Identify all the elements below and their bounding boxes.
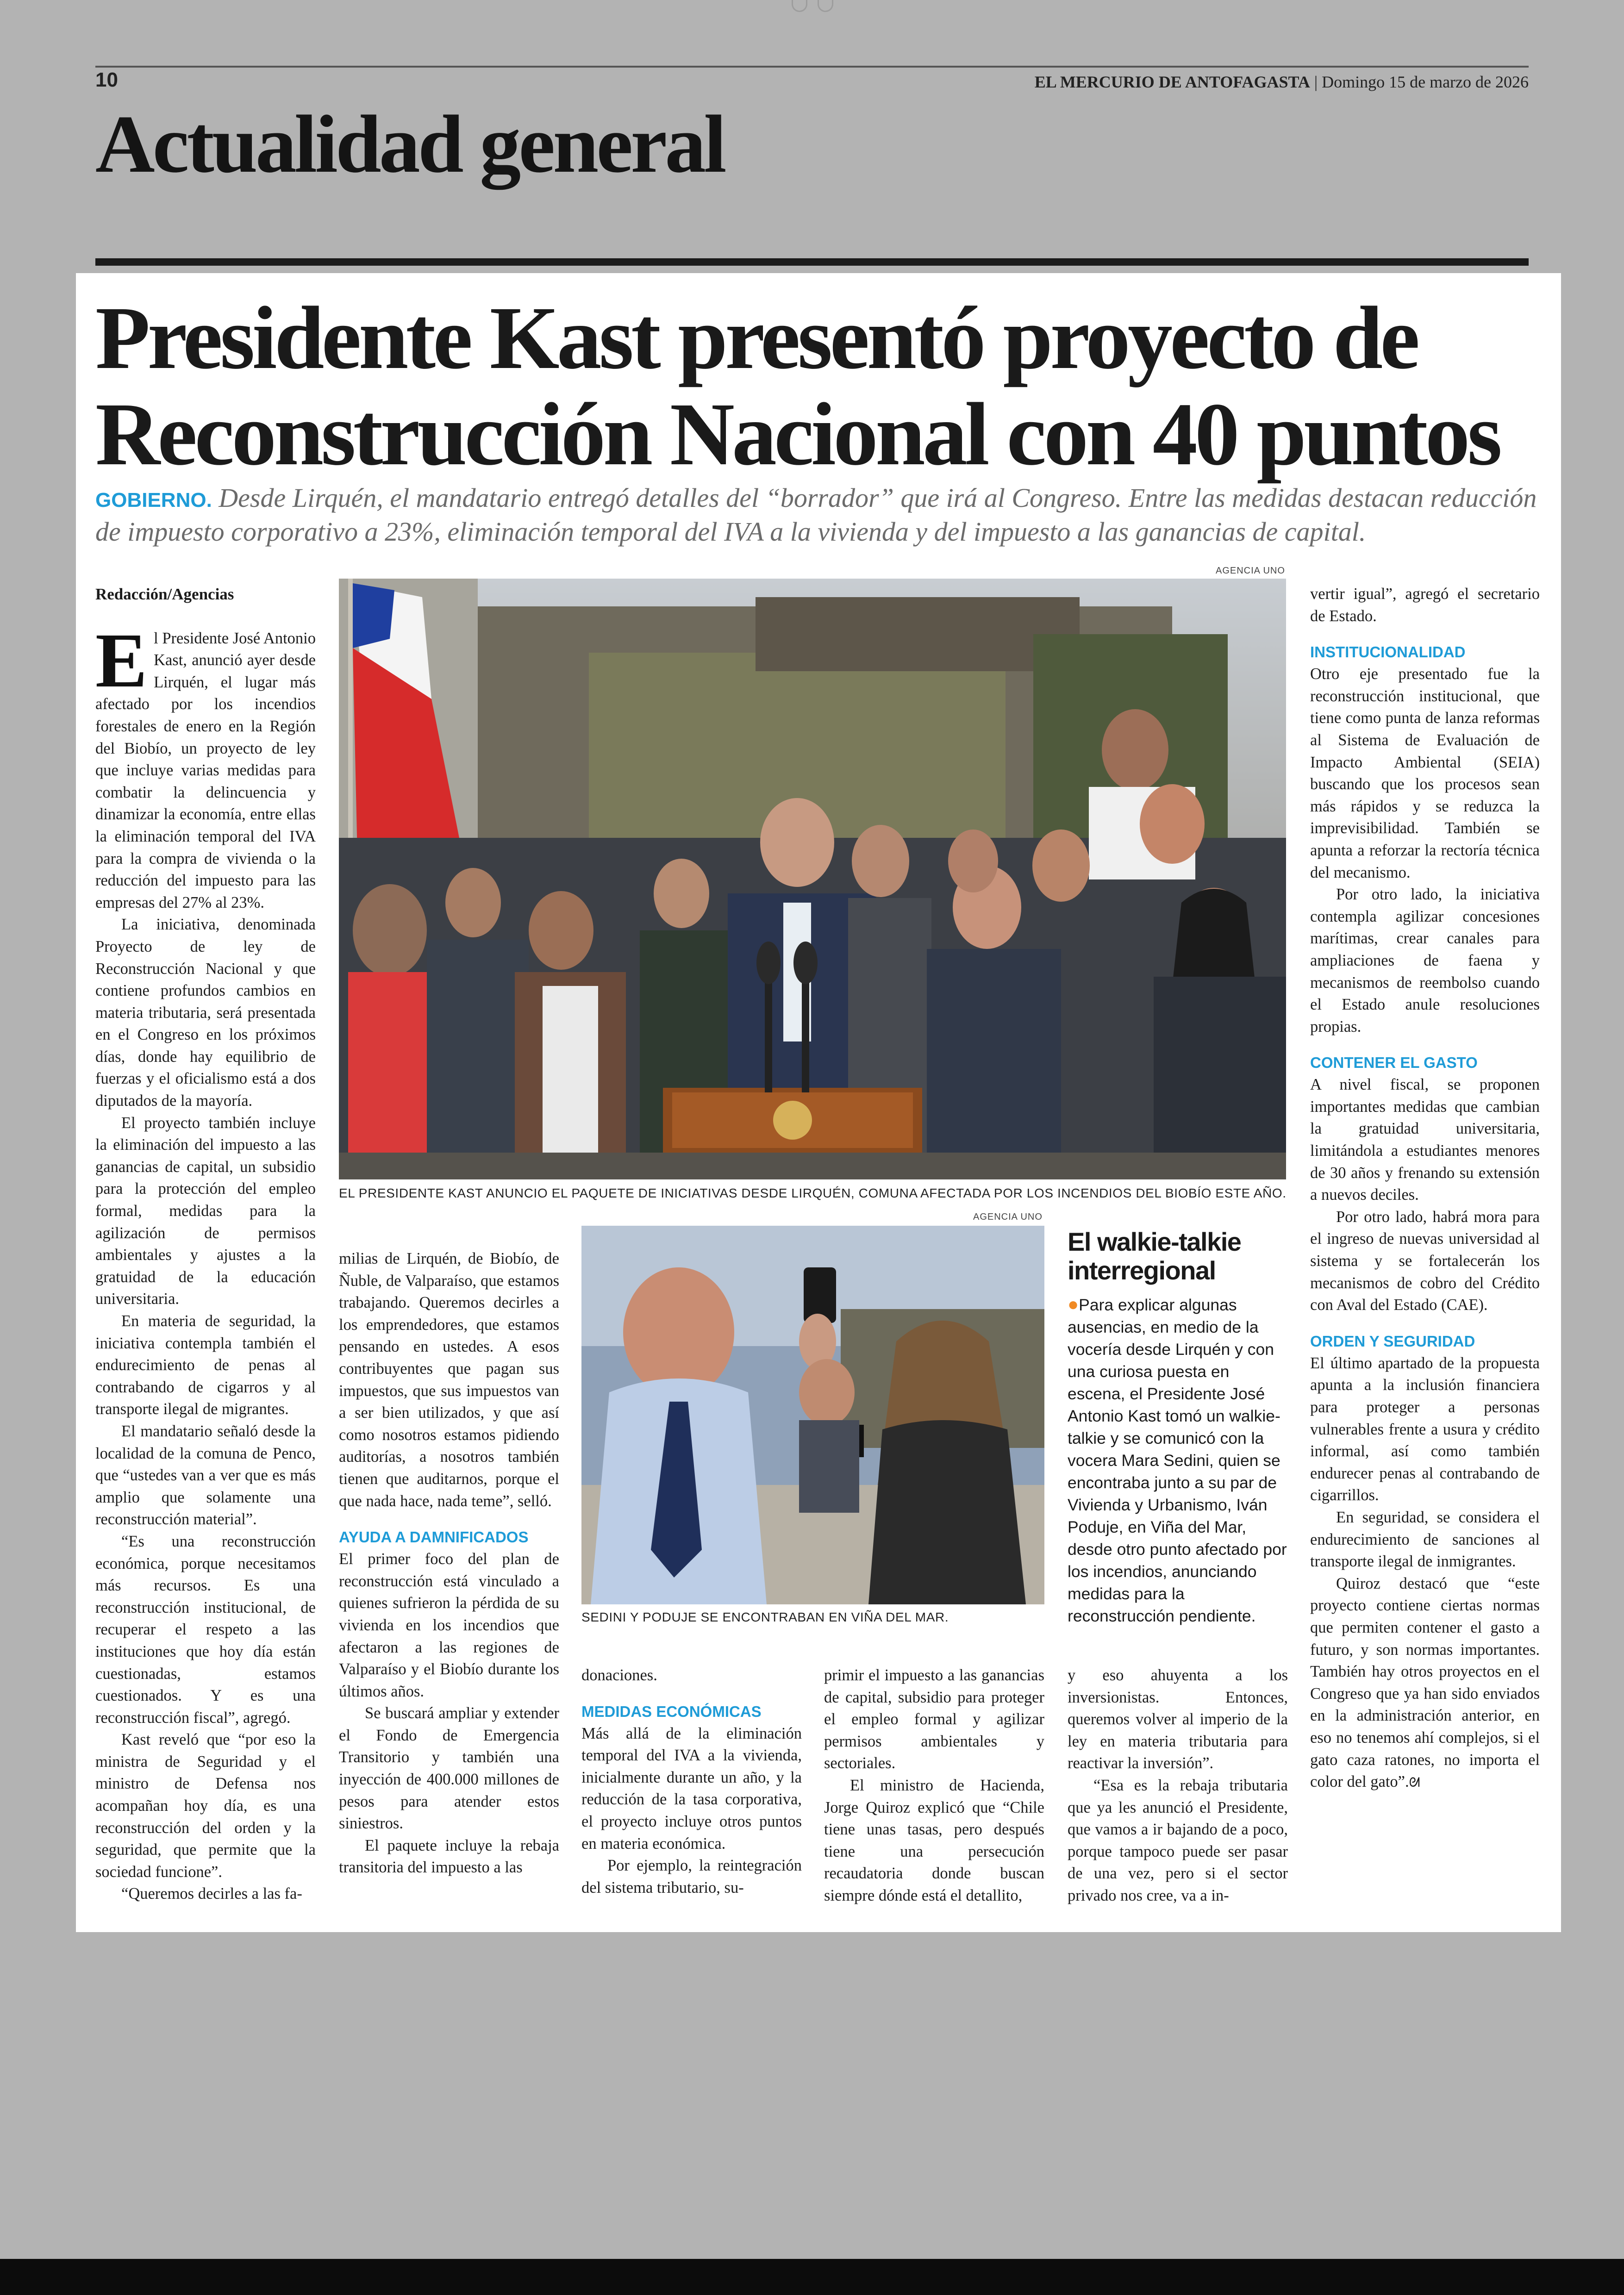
article-paragraph: El mandatario señaló desde la localidad de la comuna de Penco, que “ustedes van a ver que es más amplio que solamente una reconstrucción material”.: [95, 1422, 316, 1528]
article-column-2: [339, 1248, 559, 1879]
issue-date: | Domingo 15 de marzo de 2026: [1314, 73, 1529, 91]
article-paragraph: El paquete incluye la rebaja transitoria del impuesto a las: [339, 1836, 559, 1877]
subhead-gasto: CONTENER EL GASTO: [1310, 1054, 1478, 1072]
sidebar-title: El walkie-talkie interregional: [1068, 1227, 1241, 1285]
publication-name: EL MERCURIO DE ANTOFAGASTA: [1034, 73, 1310, 91]
sidebar-bullet-icon: ●: [1068, 1294, 1079, 1315]
article-column-5: [1068, 1665, 1288, 1907]
prev-page-icon[interactable]: [792, 0, 807, 12]
main-photo-caption: EL PRESIDENTE KAST ANUNCIO EL PAQUETE DE INICIATIVAS DESDE LIRQUÉN, COMUNA AFECTADA POR LOS INCENDIOS DEL BIOBÍO ESTE AÑO.: [339, 1186, 1287, 1200]
article-paragraph: Se buscará ampliar y extender el Fondo de Emergencia Transitorio y también una inyección de 400.000 millones de pesos para atender estos siniestros.: [339, 1704, 559, 1833]
subhead-medidas: MEDIDAS ECONÓMICAS: [581, 1703, 762, 1720]
photo-credit-second: AGENCIA UNO: [973, 1212, 1043, 1222]
photo-credit-main: AGENCIA UNO: [1216, 566, 1285, 576]
article-paragraph: El primer foco del plan de reconstrucción está vinculado a quienes sufrieron la pérdida de su vivienda en los incendios que afectaron a las regiones de Valparaíso y el Biobío durante los últimos años.: [339, 1550, 559, 1700]
article-column-6: [1310, 583, 1540, 1794]
next-page-icon[interactable]: [818, 0, 833, 12]
article-paragraph: milias de Lirquén, de Biobío, de Ñuble, de Valparaíso, que estamos trabajando. Queremos decirles a los emprendedores, que estamos pensando en ustedes. A esos contribuyentes que pagan sus impuestos, que sus impuestos van a ser bien utilizados, y que así como nosotros estamos pidiendo auditorías, a nosotros también tienen que auditarnos, porque el que nada hace, nada teme”, selló.: [339, 1250, 559, 1510]
header-rule: [95, 66, 1529, 68]
subhead-seguridad: ORDEN Y SEGURIDAD: [1310, 1332, 1475, 1350]
article-paragraph: primir el impuesto a las ganancias de capital, subsidio para proteger el empleo formal y agilizar permisos ambientales y sectoriales.: [824, 1666, 1044, 1772]
article-paragraph: [95, 617, 316, 914]
second-photo: [581, 1226, 1044, 1604]
article-paragraph: A nivel fiscal, se proponen importantes medidas que cambian la gratuidad universitaria, limitándola a estudiantes menores de 30 años y frenando su extensión a nuevos deciles.: [1310, 1076, 1540, 1204]
article-paragraph: vertir igual”, agregó el secretario de Estado.: [1310, 585, 1540, 625]
section-rule: [95, 258, 1529, 266]
masthead: [1035, 72, 1529, 92]
article-paragraph: “Es una reconstrucción económica, porque necesitamos más recursos. Es una reconstrucción institucional, de recuperar el respeto a las instituciones que hoy día están cuestionadas, estamos cuestionados. Y es una reconstrucción fiscal”, agregó.: [95, 1532, 316, 1727]
main-photo-image: [339, 579, 1286, 1179]
article-paragraph: “Queremos decirles a las fa-: [121, 1885, 302, 1903]
headline-line-1: Presidente Kast presentó proyecto de: [95, 288, 1418, 387]
deck-kicker: GOBIERNO.: [95, 489, 212, 511]
drop-cap: E: [95, 617, 148, 704]
article-paragraph: Por otro lado, la iniciativa contempla agilizar concesiones marítimas, crear canales para ampliaciones de faena y mecanismos de reembolso cuando el Estado anule resoluciones propias.: [1310, 886, 1540, 1035]
article-paragraph: Más allá de la eliminación temporal del IVA a la vivienda, inicialmente durante un año, y la reducción de la tasa corporativa, el proyecto incluye otros puntos en materia económica.: [581, 1724, 802, 1852]
headline-line-2: Reconstrucción Nacional con 40 puntos: [95, 384, 1499, 484]
article-page: [76, 273, 1561, 1932]
article-column-3: [581, 1665, 802, 1899]
article-paragraph: Otro eje presentado fue la reconstrucción institucional, que tiene como punta de lanza reformas al Sistema de Evaluación de Impacto Ambiental (SEIA) buscando que los procesos sean más rápidos y se reduzca la imprevisibilidad. También se apunta a reforzar la rectoría técnica del mecanismo.: [1310, 665, 1540, 881]
end-mark-icon: ᘛ: [1409, 1775, 1420, 1790]
paragraph-text: l Presidente José Antonio Kast, anunció ayer desde Lirquén, el lugar más afectado por los incendios forestales de enero en la Región del Biobío, un proyecto de ley que incluye varias medidas para combatir la delincuencia y dinamizar la economía, entre ellas la eliminación temporal del IVA para la compra de vivienda o la reducción del impuesto para las empresas del 27% al 23%.: [95, 629, 316, 911]
article-headline: [95, 290, 1544, 482]
subhead-ayuda: AYUDA A DAMNIFICADOS: [339, 1528, 529, 1546]
article-paragraph: Kast reveló que “por eso la ministra de Seguridad y el ministro de Defensa nos acompañan hoy día, es una reconstrucción del orden y la seguridad, que permite que la sociedad funcione”.: [95, 1731, 316, 1881]
sidebar-text: Para explicar algunas ausencias, en medio de la vocería desde Lirquén y con una curiosa puesta en escena, el Presidente José Antonio Kast tomó un walkie-talkie y se comunicó con la vocera Mara Sedini, quien se encontraba junto a su par de Vivienda y Urbanismo, Iván Poduje, en Viña del Mar, desde otro punto afectado por los incendios, anunciando medidas para la reconstrucción pendiente.: [1068, 1296, 1287, 1625]
deck-text: Desde Lirquén, el mandatario entregó detalles del “borrador” que irá al Congreso. Entre las medidas destacan reducción de impuesto corporativo a 23%, eliminación temporal del IVA a la vivienda y del impuesto a las ganancias de capital.: [95, 483, 1537, 547]
second-photo-image: [581, 1226, 1044, 1604]
main-photo: [339, 579, 1286, 1179]
article-column-1: [95, 583, 316, 1905]
bottom-bar: [0, 2259, 1624, 2295]
article-paragraph: El ministro de Hacienda, Jorge Quiroz explicó que “Chile tiene unas tasas, pero después tiene una persecución recaudatoria donde buscan siempre dónde está el detallito,: [824, 1776, 1044, 1904]
article-paragraph: Por ejemplo, la reintegración del sistema tributario, su-: [581, 1857, 802, 1896]
second-photo-caption: SEDINI Y PODUJE SE ENCONTRABAN EN VIÑA DEL MAR.: [581, 1610, 949, 1624]
page-number: 10: [95, 69, 118, 91]
article-paragraph: El proyecto también incluye la eliminación del impuesto a las ganancias de capital, un subsidio para la protección del empleo formal, medidas para la agilización de permisos ambientales y ajustes a la gratuidad de la educación universitaria.: [95, 1114, 316, 1308]
article-paragraph: y eso ahuyenta a los inversionistas. Entonces, queremos volver al imperio de la ley en materia tributaria para reactivar la inversión”.: [1068, 1666, 1288, 1772]
article-column-4: [824, 1665, 1044, 1907]
article-paragraph: En materia de seguridad, la iniciativa contempla también el endurecimiento de penas al contrabando de cigarros y al transporte ilegal de migrantes.: [95, 1312, 316, 1418]
article-paragraph: donaciones.: [581, 1666, 657, 1684]
section-title: Actualidad general: [95, 98, 725, 190]
page-nav-dots[interactable]: [782, 0, 843, 13]
article-paragraph: “Esa es la rebaja tributaria que ya les anunció el Presidente, que vamos a ir bajando de a poco, porque tampoco puede ser pasar de una vez, pero si el sector privado nos cree, va a in-: [1068, 1776, 1288, 1904]
byline: Redacción/Agencias: [95, 585, 234, 603]
subhead-institucionalidad: INSTITUCIONALIDAD: [1310, 643, 1466, 661]
article-paragraph: En seguridad, se considera el endurecimiento de sanciones al transporte ilegal de inmigrantes.: [1310, 1508, 1540, 1571]
paragraph-text: Quiroz destacó que “este proyecto contiene ciertas normas que permiten contener el gasto a futuro, y son normas importantes. También hay otros proyectos en el Congreso que ya han sido enviados en la administración anterior, en eso no tenemos ahí complejos, si el gato caza ratones, no importa el color del gato”.: [1310, 1574, 1540, 1791]
article-paragraph: La iniciativa, denominada Proyecto de ley de Reconstrucción Nacional y que contiene profundos cambios en materia tributaria, será presentada en el Congreso en los próximos días, donde hay equilibrio de fuerzas y el oficialismo está a dos diputados de la mayoría.: [95, 916, 316, 1110]
sidebar-body: [1068, 1293, 1287, 1627]
article-paragraph: Por otro lado, habrá mora para el ingreso de nuevas universidad al sistema y se fortalecerán los mecanismos de cobro del Crédito con Aval del Estado (CAE).: [1310, 1208, 1540, 1314]
article-paragraph: [1310, 1573, 1540, 1794]
article-paragraph: El último apartado de la propuesta apunta a la inclusión financiera para proteger a personas vulnerables frente a usura y crédito informal, así como también endurecer penas al contrabando de cigarrillos.: [1310, 1354, 1540, 1504]
article-deck: [95, 482, 1544, 548]
